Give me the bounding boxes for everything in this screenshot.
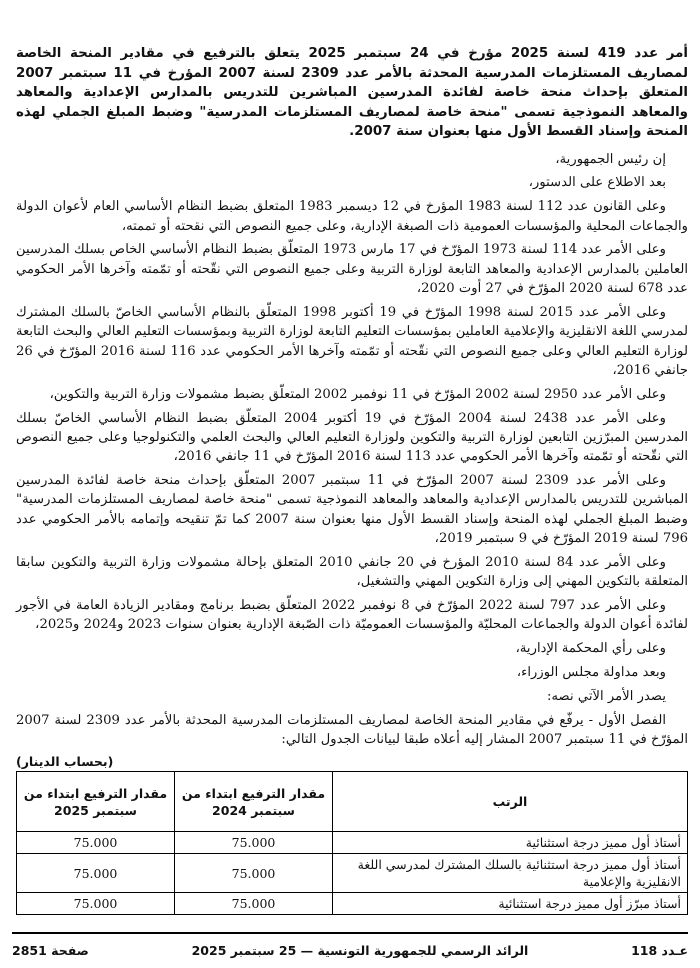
paragraph: وعلى الأمر عدد 2438 لسنة 2004 المؤرّخ في 19 أكتوبر 2004 المتعلّق بضبط النظام الأساسي الخاصّ بسلك المدرسين المبرّزين التابعين لوزارة التربية والتكوين ولوزارة التعليم العالي والبحث العلمي والتكنولوجيا وعلى جميع النصوص التي نقّحته أو تمّمته وآخرها الأمر الحكومي عدد 113 لسنة 2016 المؤرّخ في 11 جانفي 2016، (16, 410, 688, 465)
paragraph: يصدر الأمر الآتي نصه: (547, 689, 666, 705)
paragraph: وعلى الأمر عدد 797 لسنة 2022 المؤرّخ في 8 نوفمبر 2022 المتعلّق بضبط برنامج ومقادير الزيادة العامة في الأجور لفائدة أعوان الدولة والجماعات المحليّة والمؤسسات العموميّة ذات الصّبغة الإدارية بعنوان سنوات 2023 و2024 و2025، (16, 598, 688, 633)
rank-cell: أستاذ أول مميز درجة استثنائية بالسلك المشترك لمدرسي اللغة الانقليزية والإعلامية (333, 854, 688, 893)
increase-table (16, 771, 688, 915)
value-2025-cell: 75.000 (17, 832, 175, 854)
table-row (17, 893, 688, 915)
paragraph: وعلى الأمر عدد 2309 لسنة 2007 المؤرّخ في 11 سبتمبر 2007 المتعلّق بإحداث منحة خاصة لفائدة المدرسين المباشرين للتدريس بالمدارس الإعدادية والمعاهد والمعاهد النموذجية تسمى "منحة خاصة لمصاريف المستلزمات المدرسية" وضبط المبلغ الجملي لهذه المنحة وإسناد القسط الأول منها بعنوان سنة 2007 كما تمّ تنقيحه وإتمامه بالأمر الحكومي عدد 796 لسنة 2019 المؤرّخ في 9 سبتمبر 2019، (16, 473, 688, 546)
paragraph: وعلى رأي المحكمة الإدارية، (515, 641, 666, 657)
paragraph: وبعد مداولة مجلس الوزراء، (516, 665, 666, 681)
header-2025: مقدار الترفيع ابتداء من سبتمبر 2025 (17, 772, 175, 832)
paragraph: وعلى القانون عدد 112 لسنة 1983 المؤرخ في 12 ديسمبر 1983 المتعلق بضبط النظام الأساسي العام لأعوان الدولة والجماعات المحلية والمؤسسات العمومية ذات الصبغة الإدارية، وعلى جميع النصوص التي نقحته أو تممته، (16, 199, 688, 234)
header-rank: الرتب (333, 772, 688, 832)
paragraph: وعلى الأمر عدد 84 لسنة 2010 المؤرخ في 20 جانفي 2010 المتعلق بإحالة مشمولات وزارة التربية والتكوين سابقا المتعلقة بالتكوين المهني إلى وزارة التكوين المهني والتشغيل، (16, 554, 688, 590)
value-2024-cell: 75.000 (175, 893, 333, 915)
paragraph: إن رئيس الجمهورية، (555, 151, 666, 167)
paragraph: بعد الاطلاع على الدستور، (528, 175, 666, 191)
table-header-row (17, 772, 688, 832)
paragraph: وعلى الأمر عدد 2950 لسنة 2002 المؤرّخ في 11 نوفمبر 2002 المتعلّق بضبط مشمولات وزارة التربية والتكوين، (49, 386, 666, 402)
value-2025-cell: 75.000 (17, 893, 175, 915)
paragraph: وعلى الأمر عدد 114 لسنة 1973 المؤرّخ في 17 مارس 1973 المتعلّق بضبط النظام الأساسي الخاص بسلك المدرسين العاملين بالمدارس الإعدادية والمعاهد التابعة لوزارة التربية وعلى جميع النصوص التي نقّحته أو تمّمته وآخرها الأمر الحكومي عدد 678 لسنة 2020 المؤرّخ في 27 أوت 2020، (16, 242, 688, 297)
unit-note: (بحساب الدينار) (16, 754, 114, 770)
issue-number: عـدد 118 (631, 942, 688, 958)
page-number: صفحة 2851 (12, 942, 89, 958)
article-one: الفصل الأول - يرفّع في مقادير المنحة الخاصة لمصاريف المستلزمات المدرسية المحدثة بالأمر عدد 2309 لسنة 2007 المؤرّخ في 11 سبتمبر 2007 المشار إليه أعلاه طبقا لبيانات الجدول التالي: (16, 712, 688, 748)
journal-name: الرائد الرسمي للجمهورية التونسية — 25 سبتمبر 2025 (191, 942, 529, 958)
header-2024: مقدار الترفيع ابتداء من سبتمبر 2024 (175, 772, 333, 832)
table-row (17, 854, 688, 893)
rank-cell: أستاذ مبرّز أول مميز درجة استثنائية (333, 893, 688, 915)
value-2024-cell: 75.000 (175, 854, 333, 893)
value-2024-cell: 75.000 (175, 832, 333, 854)
rank-cell: أستاذ أول مميز درجة استثنائية (333, 832, 688, 854)
document-page (16, 44, 688, 968)
paragraph: وعلى الأمر عدد 2015 لسنة 1998 المؤرّخ في 19 أكتوبر 1998 المتعلّق بالنظام الأساسي الخاصّ بالسلك المشترك لمدرسي اللغة الانقليزية والإعلامية العاملين بمؤسسات التعليم التابعة لوزارة التربية وبمؤسسات التعليم العالي والبحث التابعة لوزارة التعليم العالي وعلى جميع النصوص التي نقّحته أو تمّمته وآخرها الأمر الحكومي عدد 116 لسنة 2016 المؤرّخ في 26 جانفي 2016، (16, 304, 688, 378)
value-2025-cell: 75.000 (17, 854, 175, 893)
page-footer (12, 932, 688, 962)
table-row (17, 832, 688, 854)
decree-title: أمر عدد 419 لسنة 2025 مؤرخ في 24 سبتمبر 2025 يتعلق بالترفيع في مقادير المنحة الخاصة لمصاريف المستلزمات المدرسية المحدثة بالأمر عدد 2309 لسنة 2007 المؤرخ في 11 سبتمبر 2007 المتعلق بإحداث منحة خاصة لفائدة المدرسين المباشرين للتدريس بالمدارس الإعدادية والمعاهد والمعاهد النموذجية تسمى "منحة خاصة لمصاريف المستلزمات المدرسية" وضبط المبلغ الجملي لهذه المنحة وإسناد القسط الأول منها بعنوان سنة 2007. (16, 46, 688, 139)
